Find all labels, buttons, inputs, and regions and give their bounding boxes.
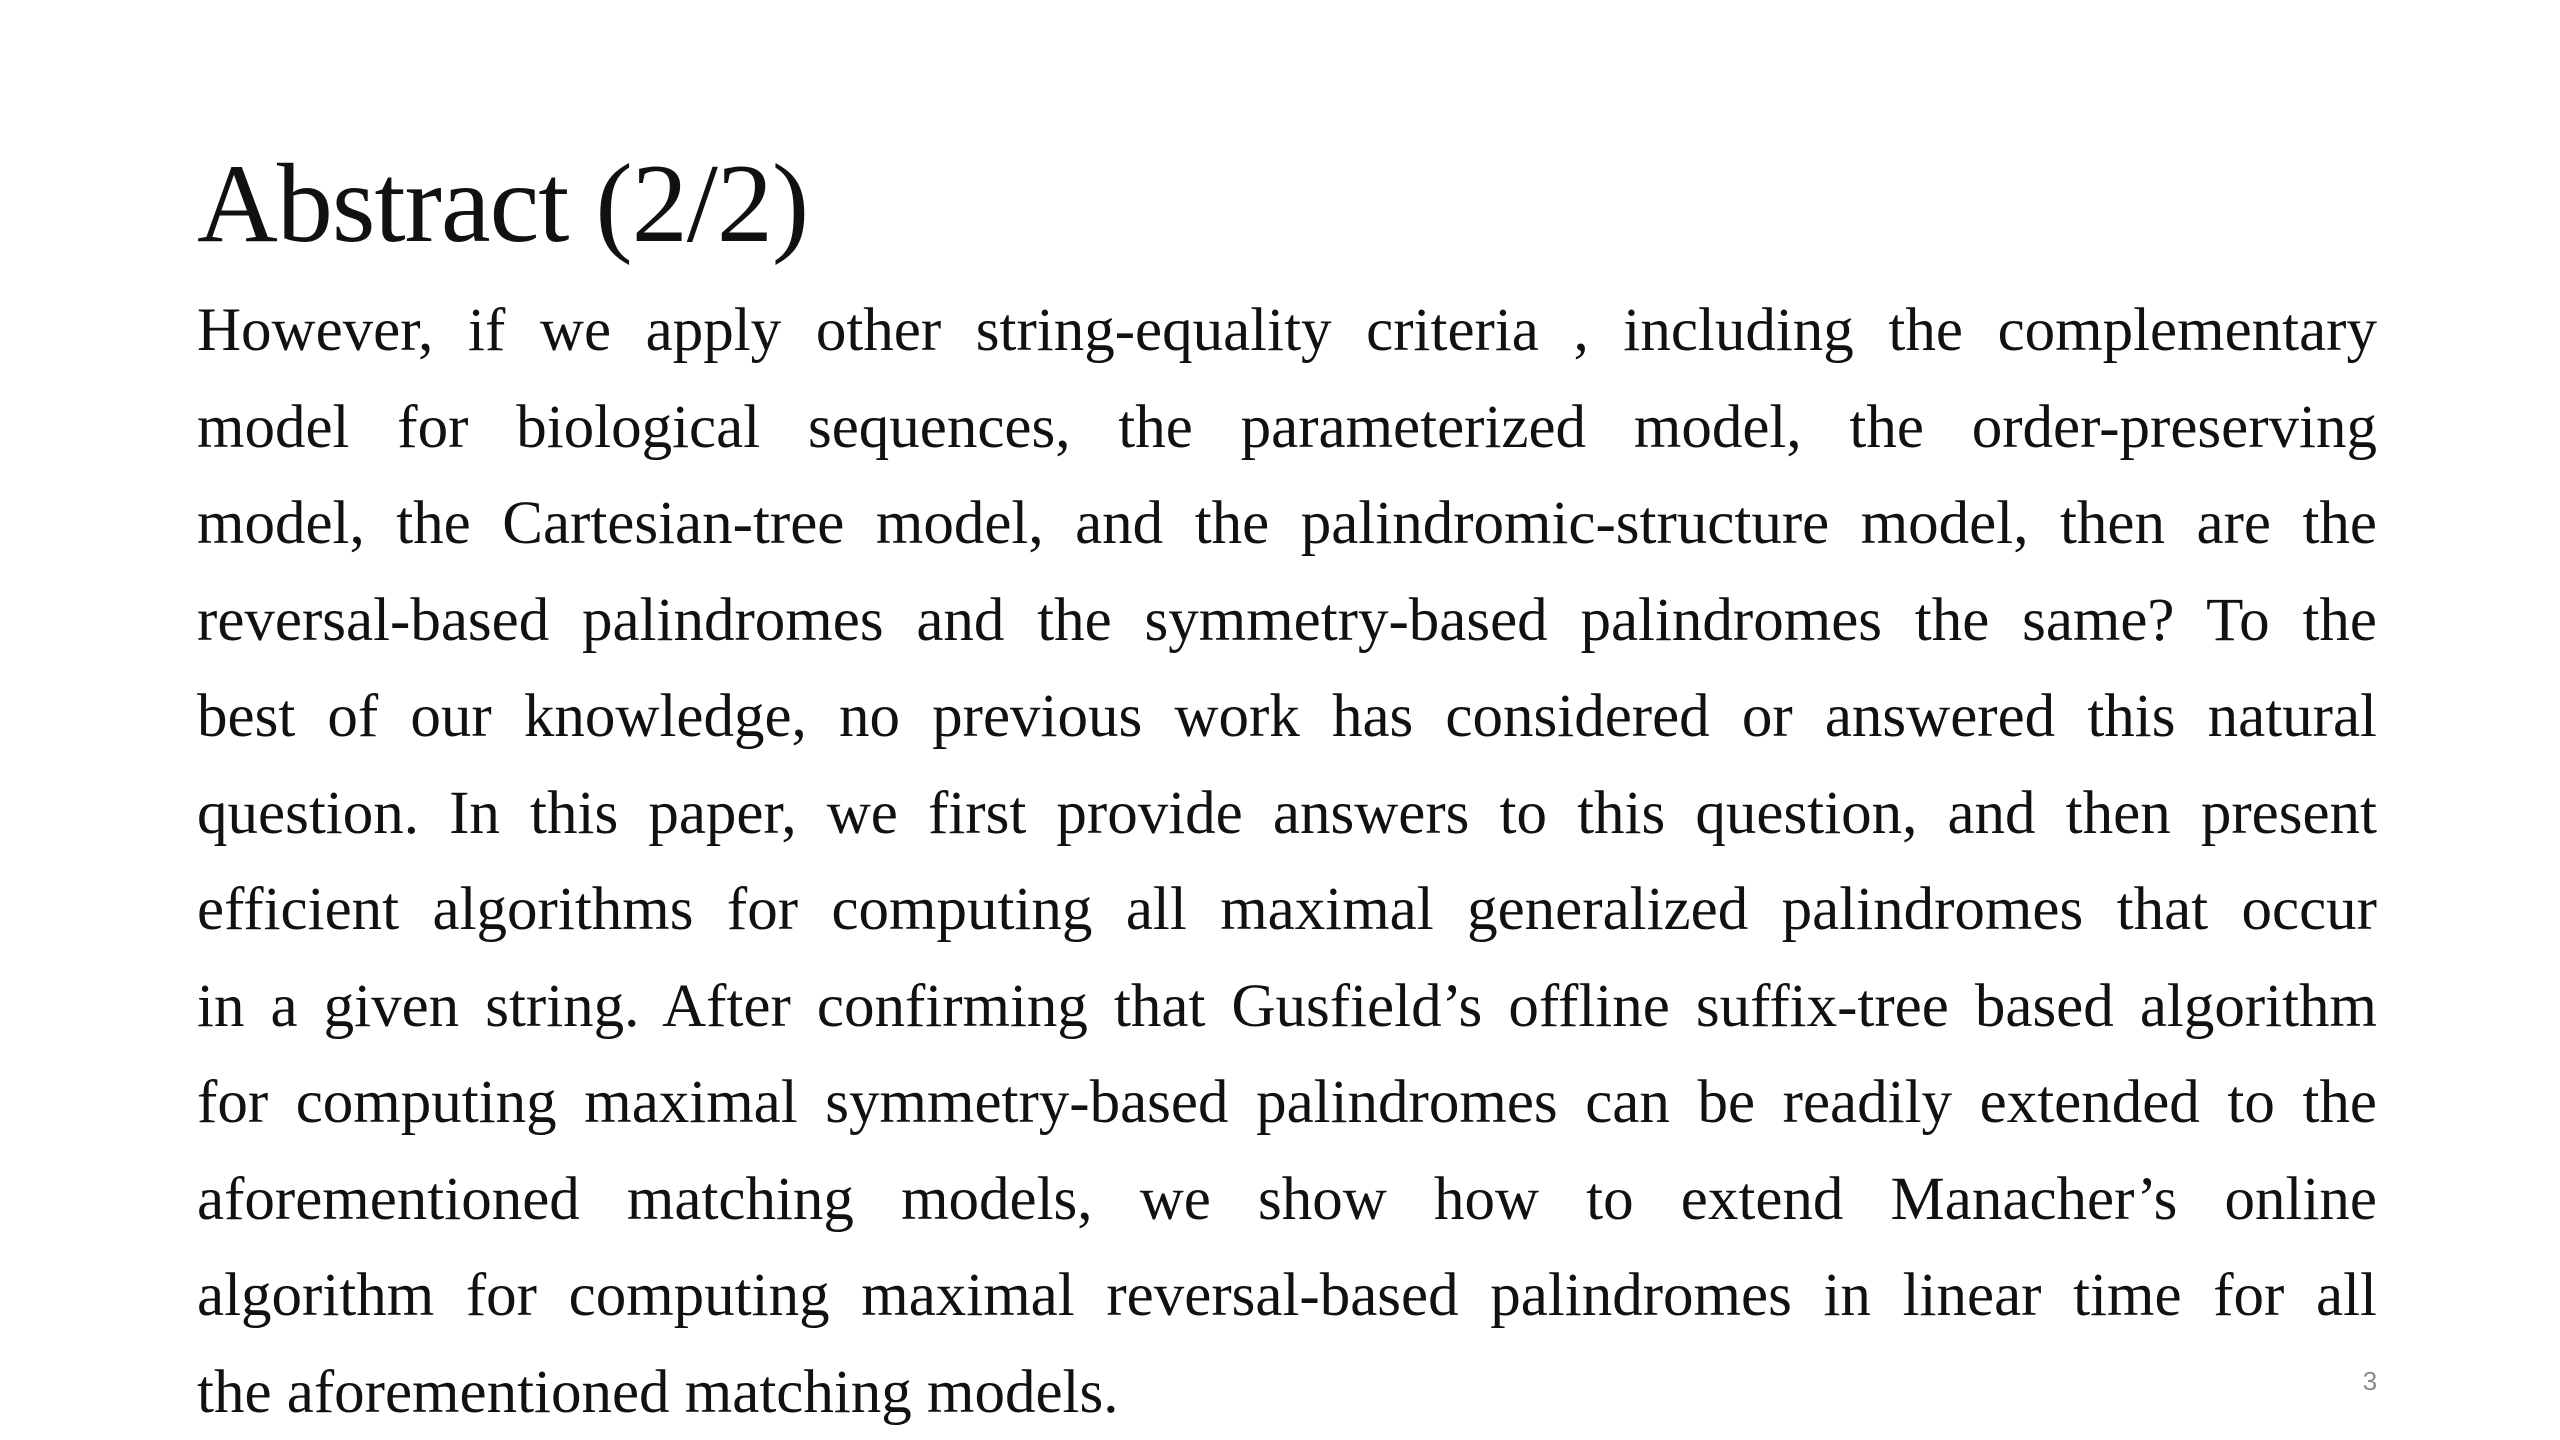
slide-title: Abstract (2/2) [197, 142, 809, 266]
abstract-line: However, if we apply other string-equality criteria , including the complementary [197, 297, 2377, 364]
abstract-line: in a given string. After confirming that Gusfield’s offline suffix-tree based algorithm [197, 972, 2377, 1040]
abstract-line: model, the Cartesian-tree model, and the palindromic-structure model, then are the [197, 490, 2377, 557]
abstract-line: aforementioned matching models, we show how to extend Manacher’s online [197, 1165, 2377, 1233]
abstract-line: model for biological sequences, the parameterized model, the order-preserving [197, 393, 2377, 461]
abstract-line: for computing maximal symmetry-based palindromes can be readily extended to the [197, 1069, 2377, 1136]
abstract-line: efficient algorithms for computing all maximal generalized palindromes that occur [197, 876, 2377, 943]
abstract-line: reversal-based palindromes and the symmetry-based palindromes the same? To the [197, 586, 2377, 654]
abstract-line: best of our knowledge, no previous work has considered or answered this natural [197, 683, 2377, 750]
page-number: 3 [2362, 1366, 2378, 1396]
abstract-line: question. In this paper, we first provide answers to this question, and then present [197, 779, 2377, 847]
abstract-line: the aforementioned matching models. [197, 1358, 1119, 1426]
abstract-body [197, 283, 2377, 1440]
abstract-line: algorithm for computing maximal reversal-based palindromes in linear time for all [197, 1262, 2377, 1329]
